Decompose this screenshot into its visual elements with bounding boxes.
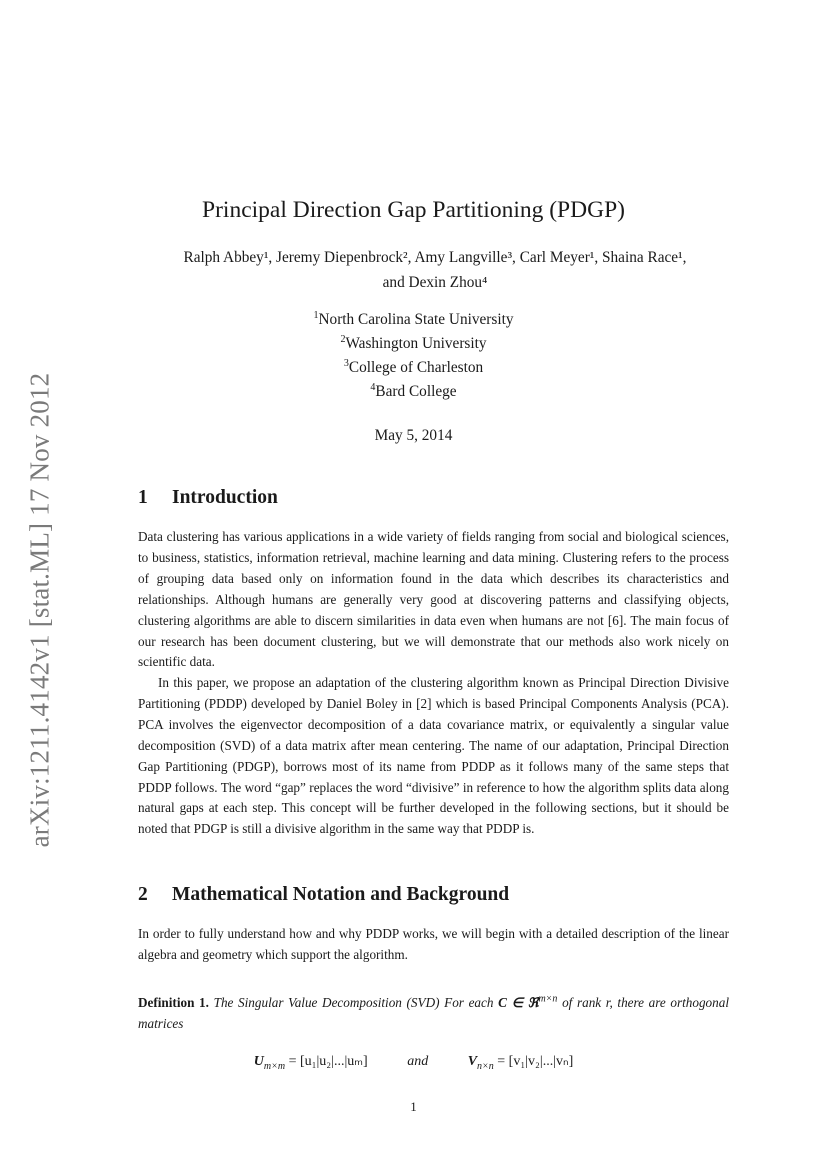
paper-date: May 5, 2014 — [374, 427, 453, 444]
definition-1 — [138, 993, 729, 1035]
authors-line-2: and Dexin Zhou⁴ — [382, 274, 488, 291]
section-heading-introduction: 1 Introduction — [138, 487, 278, 508]
affiliation-3: $^3$College of Charleston — [343, 357, 484, 376]
svd-equation: $U_{m\times m} = [u_1|u_2|...|u_m]$ and $V_{n\times n} = [v_1|v_2|...|v_n]$ — [253, 1054, 574, 1072]
affiliation-1: $^1$North Carolina State University — [313, 309, 514, 328]
page-number: 1 — [410, 1099, 417, 1114]
section-heading-math-notation: 2 Mathematical Notation and Background — [138, 884, 510, 905]
affiliations — [0, 308, 827, 404]
paper-title: Principal Direction Gap Partitioning (PDGP) — [202, 197, 625, 223]
background-paragraph-1: In order to fully understand how and why PDDP works, we will begin with a detailed description of the linear algebra and geometry which support the algorithm. — [138, 926, 729, 962]
author-list — [137, 245, 733, 295]
intro-paragraph-1: Data clustering has various applications in a wide variety of fields ranging from social and biological sciences, to business, statistics, information retrieval, machine learning and data mining. Clustering refers to the process of grouping data based only on information found in the data which describes its characteristics and relationships. Although humans are generally very good at discovering patterns and classifying objects, clustering algorithms are able to discern similarities in data even when humans are not [6]. The main focus of our research has been document clustering, but we will demonstrate that our methods also work nicely on scientific data. — [138, 529, 729, 670]
affiliation-2: $^2$Washington University — [340, 333, 487, 352]
affiliation-4: $^4$Bard College — [370, 381, 457, 400]
arxiv-stamp-text: arXiv:1211.4142v1 [stat.ML] 17 Nov 2012 — [24, 372, 55, 848]
definition-text: The Singular Value Decomposition (SVD) For each C ∈ ℜ$^{m\times n}$ of rank r, there are orthogonal matrices — [138, 993, 730, 1031]
authors-line-1: Ralph Abbey¹, Jeremy Diepenbrock², Amy Langville³, Carl Meyer¹, Shaina Race¹, — [183, 249, 687, 266]
definition-label: Definition 1. — [138, 995, 209, 1010]
intro-paragraph-2: In this paper, we propose an adaptation of the clustering algorithm known as Principal Direction Divisive Partitioning (PDDP) developed by Daniel Boley in [2] which is based Principal Components Analysis (PCA). PCA involves the eigenvector decomposition of a data covariance matrix, or equivalently a singular value decomposition (SVD) of a data matrix after mean centering. The name of our adaptation, Principal Direction Gap Partitioning (PDGP), borrows most of its name from PDDP as it follows many of the same steps that PDDP follows. The word “gap” replaces the word “divisive” in reference to how the algorithm splits data along natural gaps at each step. This concept will be further developed in the following sections, but it should be noted that PDGP is still a divisive algorithm in the same way that PDDP is. — [138, 675, 729, 837]
